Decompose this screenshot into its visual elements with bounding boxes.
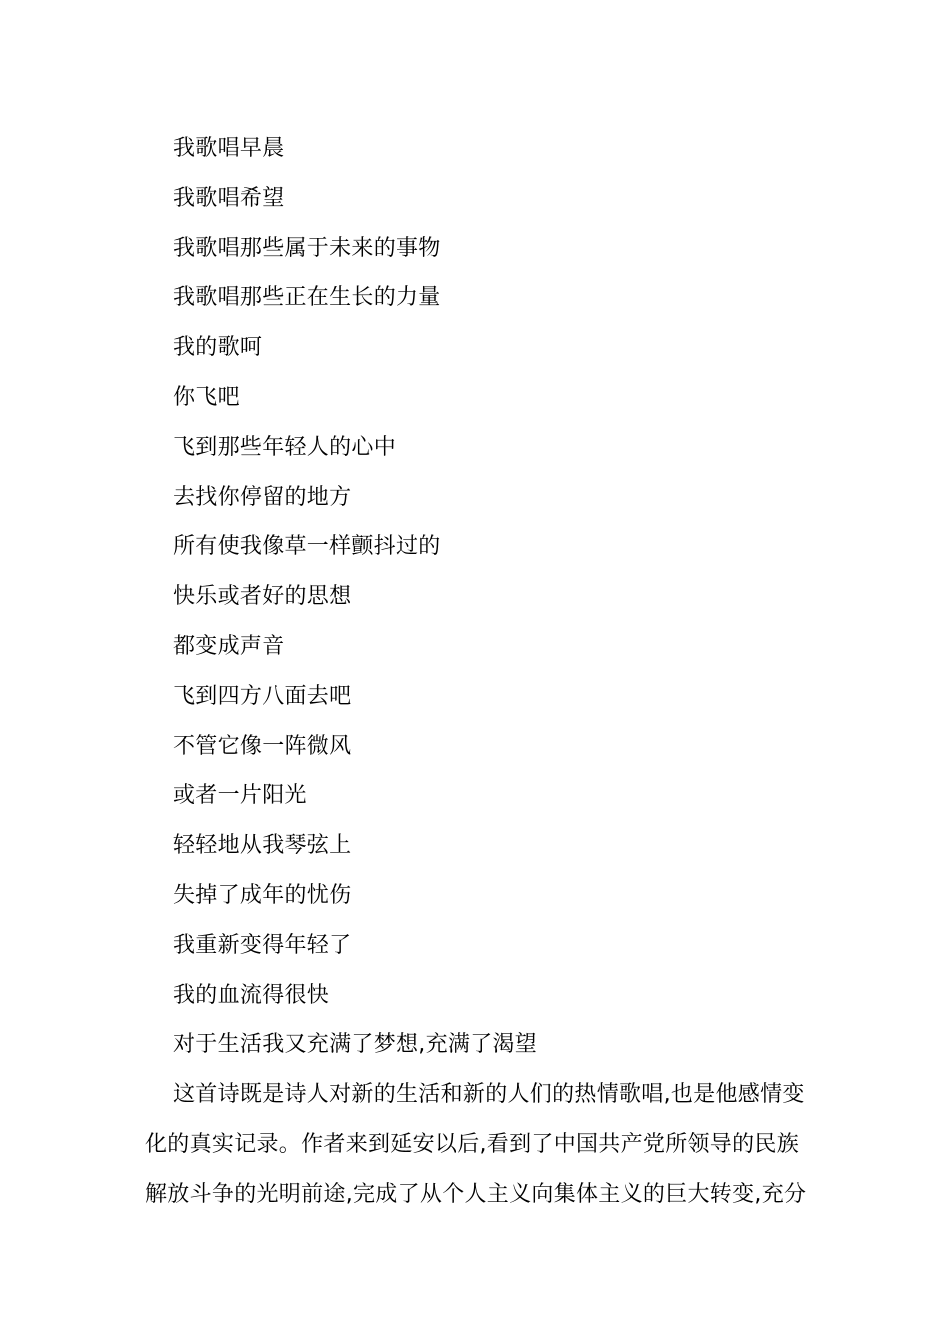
poem-line: 不管它像一阵微风 bbox=[173, 733, 352, 759]
poem-line: 都变成声音 bbox=[173, 633, 285, 659]
commentary-line: 化的真实记录。作者来到延安以后,看到了中国共产党所领导的民族 bbox=[145, 1131, 799, 1157]
poem-line: 我的血流得很快 bbox=[173, 982, 330, 1008]
poem-block bbox=[173, 130, 813, 1076]
poem-line: 轻轻地从我琴弦上 bbox=[173, 833, 352, 859]
poem-line: 我歌唱那些属于未来的事物 bbox=[173, 235, 441, 261]
commentary-line: 解放斗争的光明前途,完成了从个人主义向集体主义的巨大转变,充分 bbox=[145, 1181, 807, 1207]
poem-line: 或者一片阳光 bbox=[173, 783, 307, 809]
poem-line: 我歌唱那些正在生长的力量 bbox=[173, 285, 441, 311]
poem-line: 我歌唱早晨 bbox=[173, 136, 285, 161]
poem-line: 你飞吧 bbox=[173, 384, 240, 410]
poem-line: 飞到四方八面去吧 bbox=[173, 683, 352, 709]
poem-line: 我重新变得年轻了 bbox=[173, 932, 352, 958]
poem-line: 飞到那些年轻人的心中 bbox=[173, 434, 397, 460]
poem-line: 失掉了成年的忧伤 bbox=[173, 882, 352, 908]
commentary-line: 这首诗既是诗人对新的生活和新的人们的热情歌唱,也是他感情变 bbox=[173, 1082, 805, 1107]
poem-line: 我的歌呵 bbox=[173, 335, 263, 361]
commentary-paragraph bbox=[145, 1075, 810, 1224]
poem-line: 我歌唱希望 bbox=[173, 185, 285, 211]
poem-line: 所有使我像草一样颤抖过的 bbox=[173, 534, 441, 560]
poem-line: 对于生活我又充满了梦想,充满了渴望 bbox=[173, 1032, 538, 1058]
poem-line: 快乐或者好的思想 bbox=[173, 584, 352, 610]
poem-line: 去找你停留的地方 bbox=[173, 484, 352, 510]
